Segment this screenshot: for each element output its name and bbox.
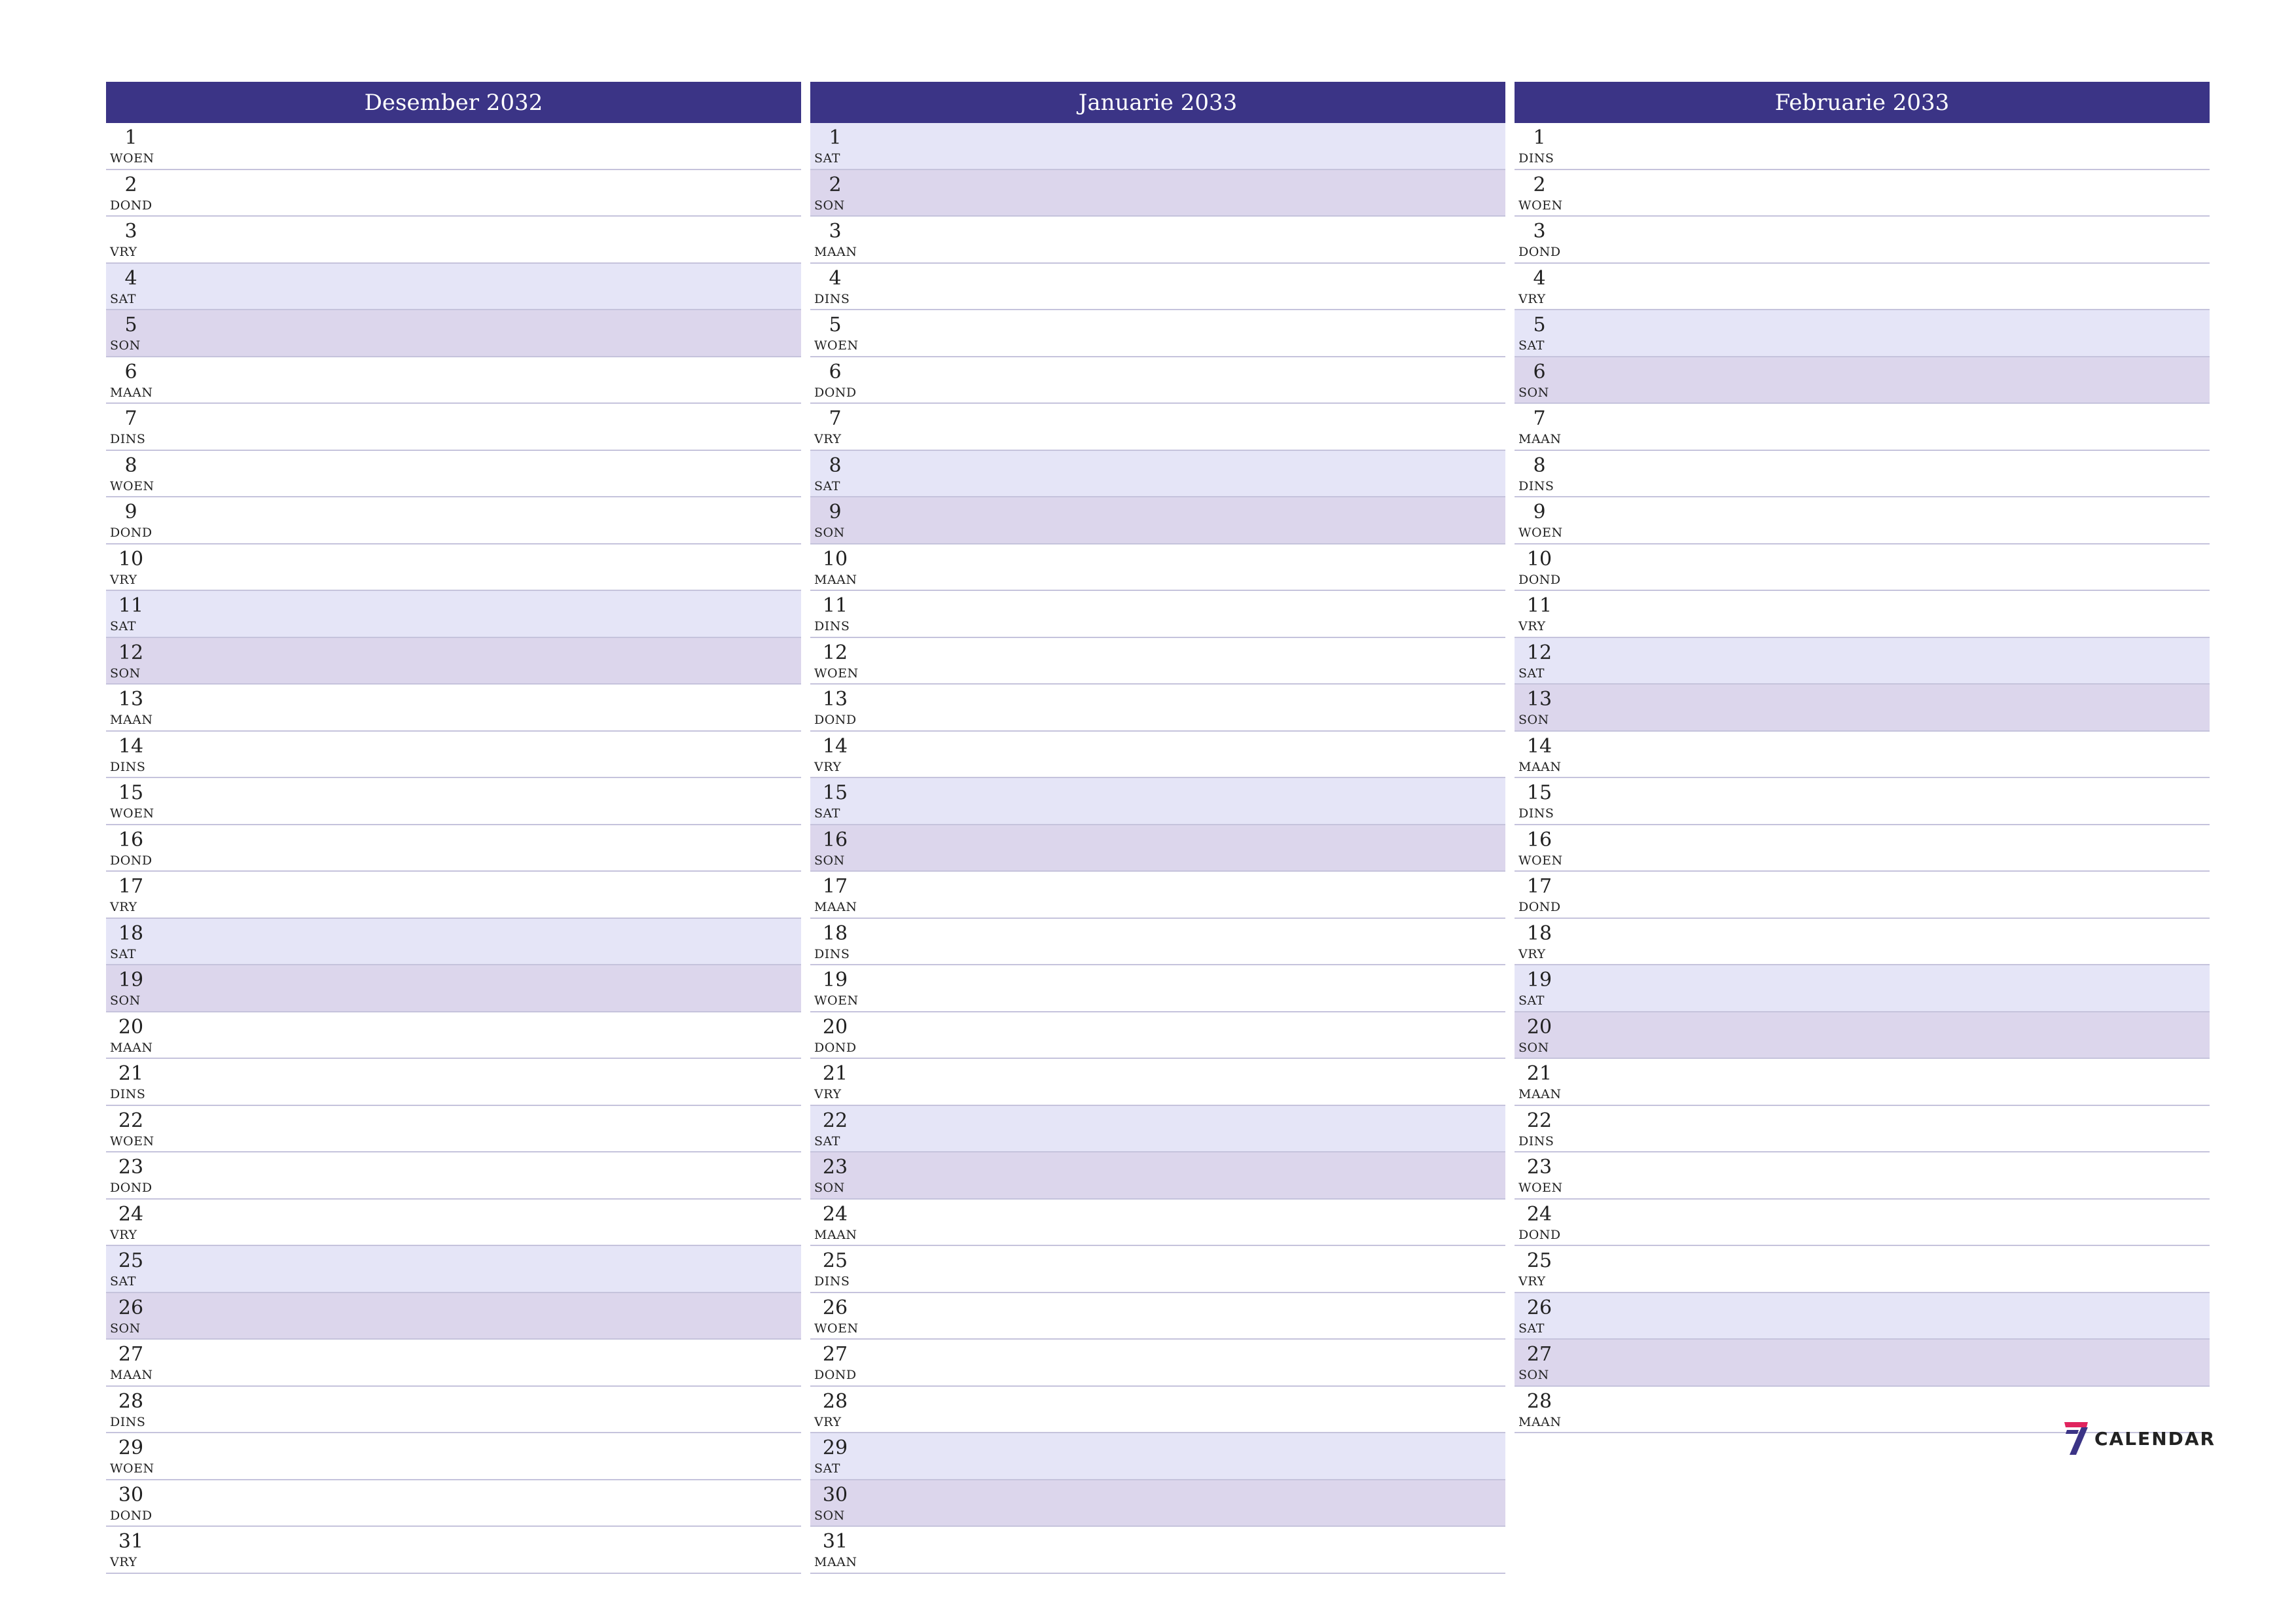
day-name: DINS: [814, 291, 850, 306]
day-number: 16: [118, 828, 144, 851]
day-row: [810, 1480, 1505, 1527]
day-row: [1515, 1106, 2210, 1153]
day-number: 28: [1526, 1389, 1552, 1413]
day-number: 28: [822, 1389, 848, 1413]
day-number: 9: [829, 501, 842, 524]
day-row: [1515, 965, 2210, 1012]
day-row: [1515, 1200, 2210, 1247]
day-row: [106, 732, 801, 779]
day-number: 4: [124, 266, 137, 290]
day-number: 27: [822, 1343, 848, 1366]
day-name: SAT: [814, 1133, 840, 1149]
day-row: [106, 1200, 801, 1247]
day-number: 23: [822, 1156, 848, 1179]
day-number: 21: [1526, 1062, 1552, 1085]
day-row: [106, 872, 801, 919]
day-number: 7: [1533, 407, 1546, 430]
day-number: 24: [1526, 1202, 1552, 1226]
day-name: SON: [1518, 385, 1549, 400]
day-name: SON: [110, 338, 141, 353]
day-number: 13: [118, 688, 144, 711]
day-name: SAT: [110, 1274, 136, 1289]
day-name: SON: [110, 1321, 141, 1336]
day-name: DOND: [1518, 900, 1561, 914]
day-row: [810, 310, 1505, 357]
day-name: VRY: [1518, 291, 1546, 306]
day-name: VRY: [1518, 946, 1546, 961]
day-name: DINS: [814, 946, 850, 961]
day-name: WOEN: [110, 151, 154, 166]
day-name: VRY: [814, 759, 842, 774]
day-name: DOND: [1518, 245, 1561, 259]
day-number: 12: [1526, 641, 1552, 664]
day-number: 3: [829, 220, 842, 243]
day-number: 8: [829, 454, 842, 477]
day-row: [810, 1246, 1505, 1293]
day-row: [106, 404, 801, 451]
day-number: 1: [124, 126, 137, 149]
month-column-1: [810, 82, 1505, 1574]
day-number: 17: [822, 875, 848, 898]
day-row: [106, 217, 801, 264]
day-number: 8: [1533, 454, 1546, 477]
day-number: 23: [1526, 1156, 1552, 1179]
day-number: 31: [118, 1530, 144, 1553]
day-row: [810, 638, 1505, 685]
day-number: 4: [1533, 266, 1546, 290]
day-row: [1515, 451, 2210, 498]
day-row: [810, 451, 1505, 498]
day-name: DINS: [110, 1414, 146, 1429]
day-name: VRY: [110, 245, 137, 259]
day-number: 5: [124, 313, 137, 336]
day-number: 2: [1533, 173, 1546, 196]
day-name: SAT: [110, 619, 136, 633]
day-number: 29: [118, 1436, 144, 1459]
day-number: 10: [1526, 547, 1552, 571]
day-row: [1515, 1152, 2210, 1200]
day-row: [810, 1106, 1505, 1153]
day-row: [106, 965, 801, 1012]
day-name: SAT: [814, 806, 840, 821]
day-name: DOND: [110, 1181, 152, 1195]
day-name: MAAN: [110, 385, 153, 400]
day-number: 7: [829, 407, 842, 430]
day-row: [1515, 544, 2210, 592]
day-number: 18: [1526, 921, 1552, 945]
day-number: 15: [822, 781, 848, 804]
day-row: [106, 451, 801, 498]
day-name: MAAN: [110, 1040, 153, 1055]
day-row: [810, 217, 1505, 264]
month-column-0: [106, 82, 801, 1574]
day-number: 19: [822, 969, 848, 991]
day-name: MAAN: [110, 1368, 153, 1382]
day-row: [1515, 1293, 2210, 1340]
day-row: [810, 1293, 1505, 1340]
day-row: [810, 919, 1505, 966]
day-name: MAAN: [110, 713, 153, 727]
month-header: Desember 2032: [106, 82, 801, 123]
day-name: MAAN: [1518, 759, 1562, 774]
day-number: 14: [118, 734, 144, 758]
month-columns: [106, 82, 2209, 1574]
day-number: 10: [822, 547, 848, 571]
day-name: WOEN: [814, 993, 859, 1008]
month-column-2: [1515, 82, 2210, 1574]
logo-text: CALENDAR: [2094, 1427, 2216, 1450]
day-number: 24: [118, 1202, 144, 1226]
day-number: 25: [1526, 1249, 1552, 1272]
day-row: [106, 1012, 801, 1060]
day-row: [106, 638, 801, 685]
day-name: WOEN: [814, 338, 859, 353]
day-row: [106, 919, 801, 966]
day-number: 2: [124, 173, 137, 196]
day-name: SAT: [1518, 993, 1545, 1008]
day-name: DOND: [814, 1040, 857, 1055]
day-name: SON: [1518, 1040, 1549, 1055]
day-name: MAAN: [814, 1555, 857, 1569]
day-row: [1515, 1059, 2210, 1106]
day-name: VRY: [110, 1227, 137, 1242]
day-name: DINS: [814, 619, 850, 633]
day-name: WOEN: [1518, 526, 1563, 540]
day-row: [1515, 404, 2210, 451]
day-name: SON: [1518, 1368, 1549, 1382]
day-number: 11: [822, 594, 848, 617]
day-row: [810, 123, 1505, 170]
day-name: SON: [110, 666, 141, 681]
day-number: 18: [822, 921, 848, 945]
day-row: [1515, 1012, 2210, 1060]
day-row: [106, 170, 801, 217]
day-number: 3: [124, 220, 137, 243]
day-row: [1515, 591, 2210, 638]
day-name: DINS: [1518, 806, 1554, 821]
day-row: [106, 1246, 801, 1293]
day-number: 1: [1533, 126, 1546, 149]
day-name: DOND: [110, 1508, 152, 1523]
day-row: [810, 685, 1505, 732]
day-number: 26: [118, 1296, 144, 1319]
day-name: WOEN: [110, 1461, 154, 1476]
brand-logo: [2062, 1420, 2215, 1457]
day-row: [810, 872, 1505, 919]
day-number: 15: [118, 781, 144, 804]
day-name: DINS: [1518, 478, 1554, 493]
day-number: 20: [118, 1015, 144, 1039]
day-name: WOEN: [110, 478, 154, 493]
day-name: DINS: [1518, 1133, 1554, 1149]
day-row: [810, 170, 1505, 217]
day-number: 29: [822, 1436, 848, 1459]
day-name: SAT: [814, 1461, 840, 1476]
day-name: SON: [110, 993, 141, 1008]
day-number: 26: [822, 1296, 848, 1319]
day-name: DOND: [110, 198, 152, 213]
day-row: [1515, 357, 2210, 404]
day-number: 25: [822, 1249, 848, 1272]
day-row: [810, 264, 1505, 311]
day-name: MAAN: [1518, 432, 1562, 446]
day-row: [106, 778, 801, 825]
day-row: [106, 1387, 801, 1434]
day-row: [1515, 825, 2210, 872]
day-number: 6: [829, 360, 842, 383]
day-row: [810, 965, 1505, 1012]
day-row: [1515, 778, 2210, 825]
day-name: SAT: [814, 151, 840, 166]
day-number: 16: [1526, 828, 1552, 851]
day-number: 12: [822, 641, 848, 664]
day-row: [810, 778, 1505, 825]
day-number: 5: [829, 313, 842, 336]
day-row: [1515, 732, 2210, 779]
day-row: [810, 1012, 1505, 1060]
day-row: [1515, 264, 2210, 311]
day-name: SAT: [1518, 1321, 1545, 1336]
day-row: [1515, 123, 2210, 170]
day-row: [106, 825, 801, 872]
day-number: 26: [1526, 1296, 1552, 1319]
day-number: 16: [822, 828, 848, 851]
day-number: 13: [822, 688, 848, 711]
day-number: 11: [1526, 594, 1552, 617]
day-name: SAT: [110, 946, 136, 961]
day-number: 27: [1526, 1343, 1552, 1366]
day-name: SAT: [1518, 666, 1545, 681]
day-row: [810, 732, 1505, 779]
day-number: 14: [822, 734, 848, 758]
day-number: 24: [822, 1202, 848, 1226]
day-name: WOEN: [110, 1133, 154, 1149]
day-name: SAT: [110, 291, 136, 306]
day-number: 23: [118, 1156, 144, 1179]
day-number: 30: [822, 1483, 848, 1507]
day-number: 3: [1533, 220, 1546, 243]
day-number: 27: [118, 1343, 144, 1366]
day-number: 12: [118, 641, 144, 664]
day-row: [810, 591, 1505, 638]
day-row: [106, 264, 801, 311]
day-number: 2: [829, 173, 842, 196]
day-number: 7: [124, 407, 137, 430]
day-name: MAAN: [814, 1227, 857, 1242]
day-name: DINS: [110, 432, 146, 446]
day-name: DINS: [110, 759, 146, 774]
day-name: SAT: [1518, 338, 1545, 353]
day-name: VRY: [1518, 619, 1546, 633]
day-row: [810, 357, 1505, 404]
day-number: 22: [1526, 1109, 1552, 1132]
day-name: SON: [1518, 713, 1549, 727]
day-row: [106, 1059, 801, 1106]
day-number: 20: [1526, 1015, 1552, 1039]
day-number: 15: [1526, 781, 1552, 804]
day-name: SON: [814, 1181, 845, 1195]
day-list: [1515, 123, 2210, 1433]
day-number: 22: [118, 1109, 144, 1132]
day-name: DOND: [814, 385, 857, 400]
day-row: [1515, 497, 2210, 544]
day-row: [106, 1527, 801, 1574]
day-name: VRY: [110, 1555, 137, 1569]
day-row: [1515, 1340, 2210, 1387]
day-name: WOEN: [1518, 853, 1563, 868]
seven-logo-icon: [2062, 1421, 2089, 1456]
day-row: [106, 1152, 801, 1200]
day-name: DOND: [1518, 1227, 1561, 1242]
day-row: [810, 1200, 1505, 1247]
day-list: [810, 123, 1505, 1574]
day-row: [810, 1433, 1505, 1480]
day-name: VRY: [814, 432, 842, 446]
day-name: MAAN: [1518, 1087, 1562, 1101]
day-row: [810, 1152, 1505, 1200]
day-number: 22: [822, 1109, 848, 1132]
day-row: [810, 497, 1505, 544]
day-number: 13: [1526, 688, 1552, 711]
day-name: DINS: [110, 1087, 146, 1101]
day-row: [106, 544, 801, 592]
day-row: [1515, 919, 2210, 966]
month-header: Januarie 2033: [810, 82, 1505, 123]
day-row: [810, 825, 1505, 872]
day-name: SON: [814, 526, 845, 540]
day-row: [810, 1340, 1505, 1387]
day-name: WOEN: [110, 806, 154, 821]
day-number: 21: [822, 1062, 848, 1085]
day-row: [1515, 638, 2210, 685]
day-list: [106, 123, 801, 1574]
day-name: MAAN: [814, 245, 857, 259]
day-number: 19: [118, 969, 144, 991]
day-row: [106, 310, 801, 357]
day-number: 19: [1526, 969, 1552, 991]
day-name: DOND: [814, 1368, 857, 1382]
day-number: 17: [1526, 875, 1552, 898]
day-row: [106, 497, 801, 544]
day-name: DOND: [110, 526, 152, 540]
day-number: 30: [118, 1483, 144, 1507]
day-name: VRY: [814, 1087, 842, 1101]
day-number: 18: [118, 921, 144, 945]
day-number: 31: [822, 1530, 848, 1553]
day-number: 28: [118, 1389, 144, 1413]
day-row: [1515, 170, 2210, 217]
day-row: [106, 1433, 801, 1480]
day-name: SAT: [814, 478, 840, 493]
day-row: [1515, 217, 2210, 264]
day-number: 20: [822, 1015, 848, 1039]
day-row: [1515, 685, 2210, 732]
day-name: VRY: [1518, 1274, 1546, 1289]
day-row: [810, 1527, 1505, 1574]
day-name: SON: [814, 853, 845, 868]
day-name: VRY: [110, 900, 137, 914]
day-name: DOND: [1518, 572, 1561, 587]
day-number: 6: [124, 360, 137, 383]
day-name: WOEN: [1518, 1181, 1563, 1195]
day-name: SON: [814, 1508, 845, 1523]
day-row: [106, 1480, 801, 1527]
day-row: [810, 544, 1505, 592]
day-name: WOEN: [1518, 198, 1563, 213]
day-row: [106, 591, 801, 638]
day-number: 4: [829, 266, 842, 290]
day-name: SON: [814, 198, 845, 213]
day-row: [106, 357, 801, 404]
day-number: 10: [118, 547, 144, 571]
day-name: DOND: [110, 853, 152, 868]
month-header: Februarie 2033: [1515, 82, 2210, 123]
day-number: 9: [124, 501, 137, 524]
day-number: 14: [1526, 734, 1552, 758]
day-row: [1515, 872, 2210, 919]
day-number: 11: [118, 594, 144, 617]
day-row: [1515, 310, 2210, 357]
day-name: DINS: [814, 1274, 850, 1289]
day-number: 17: [118, 875, 144, 898]
day-row: [106, 123, 801, 170]
day-name: MAAN: [814, 900, 857, 914]
day-name: VRY: [110, 572, 137, 587]
day-number: 9: [1533, 501, 1546, 524]
day-name: VRY: [814, 1414, 842, 1429]
day-row: [810, 1387, 1505, 1434]
day-row: [810, 404, 1505, 451]
day-number: 21: [118, 1062, 144, 1085]
day-number: 6: [1533, 360, 1546, 383]
day-row: [106, 1106, 801, 1153]
day-name: MAAN: [814, 572, 857, 587]
day-row: [810, 1059, 1505, 1106]
day-row: [1515, 1246, 2210, 1293]
day-number: 8: [124, 454, 137, 477]
day-name: DOND: [814, 713, 857, 727]
day-number: 5: [1533, 313, 1546, 336]
day-name: WOEN: [814, 666, 859, 681]
day-row: [106, 1293, 801, 1340]
day-name: MAAN: [1518, 1414, 1562, 1429]
day-number: 25: [118, 1249, 144, 1272]
day-name: DINS: [1518, 151, 1554, 166]
day-row: [106, 1340, 801, 1387]
day-name: WOEN: [814, 1321, 859, 1336]
day-number: 1: [829, 126, 842, 149]
day-row: [106, 685, 801, 732]
